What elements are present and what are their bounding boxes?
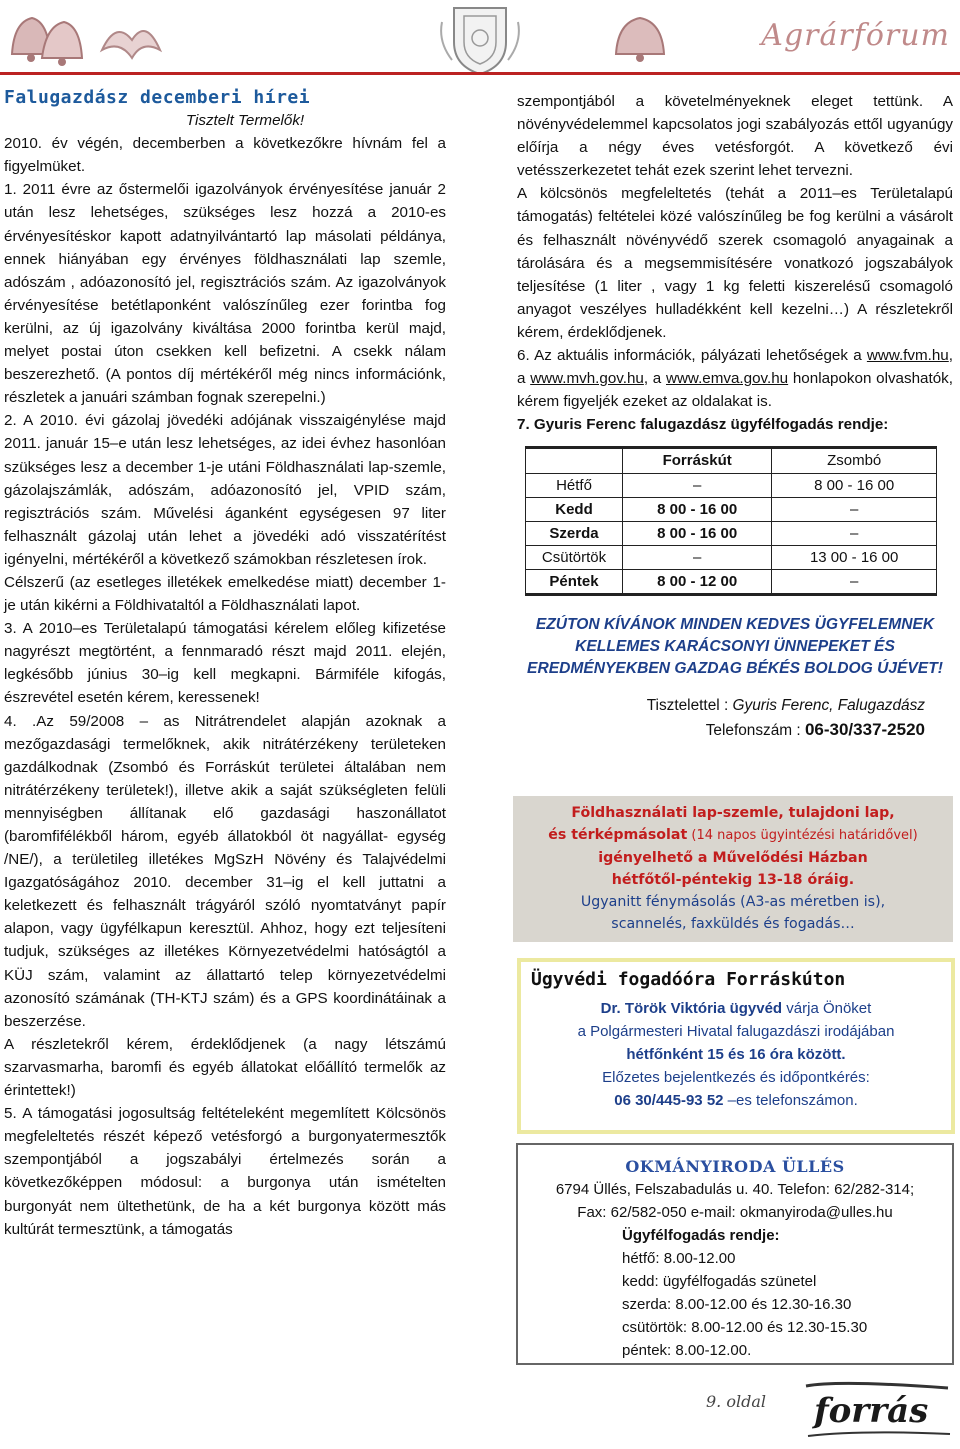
paragraph-2b: Célszerű (az esetleges illetékek emelkedése miatt) december 1-je után kikérni a Földhivataltól a Földhasználati lapot. [4,573,446,615]
header-divider [0,72,960,75]
table-cell: 8 00 - 16 00 [623,497,772,521]
signature-name: Gyuris Ferenc, Falugazdász [732,696,925,714]
wish-line: EZÚTON KÍVÁNOK MINDEN KEDVES ÜGYFELEMNEK [535,615,935,633]
table-header-cell: Forráskút [623,448,772,473]
paragraph-1: 1. 2011 évre az őstermelői igazolványok érvényesítése január 2 után lesz lehetséges, szükséges lesz hozzá a 2010-es érvényesítéskor kapott adatnyilvántartó lap másolati példánya, ennek hiányában egy érvényes földhasználati lap szemle, adószám , adóazonosító jel, regisztrációs szám. Az igazolványok érvényesítése betétlaponként valószínűleg ezer forintba fog kerülni, az új igazolvány kiváltása 2000 forintba kerül majd, melyet postai úton csekken kell befizetni. A csekk nálam beszerezhető. (A pontos díj mértékéről még nincs információnk, részletek a januári számban fognak szerepelni.) [4,181,446,407]
village-crest-icon [434,2,526,78]
lawyer-box [517,958,955,1134]
wish-line: EREDMÉNYEKBEN GAZDAG BÉKÉS BOLDOG ÚJÉVET! [527,659,943,677]
table-row [526,569,937,594]
table-header-cell [526,448,623,473]
link-separator: , a [517,347,953,388]
table-header-cell: Zsombó [772,448,937,473]
paragraph-6-prefix: 6. Az aktuális információk, pályázati lehetőségek a [517,347,862,365]
table-cell-day: Hétfő [526,473,623,497]
table-cell-day: Kedd [526,497,623,521]
table-cell: 8 00 - 16 00 [772,473,937,497]
paragraph-intro: 2010. év végén, decemberben a következőkre hívnám fel a figyelmüket. [4,135,446,176]
box1-line: Földhasználati lap-szemle, tulajdoni lap, [571,805,895,821]
table-cell-day: Szerda [526,521,623,545]
table-cell: – [772,569,937,594]
paragraph-6 [517,344,953,413]
lawyer-line: Előzetes bejelentkezés és időpontkérés: [602,1069,870,1086]
office-hours-line: péntek: 8.00-12.00. [622,1342,752,1359]
page-number: 9. oldal [706,1392,766,1411]
signature-block [517,694,953,743]
right-column [517,90,953,743]
bell-decoration-icon [606,10,676,66]
lawyer-name: Dr. Török Viktória ügyvéd [600,1000,783,1017]
paragraph-6-suffix: honlapokon olvashatók, kérem figyeljék ezeket az oldalakat is. [517,370,953,411]
document-office-box [516,1143,954,1365]
left-column [4,86,446,1241]
link-mvh[interactable]: www.mvh.gov.hu [530,370,644,388]
link-separator: , a [643,370,662,388]
lawyer-phone: 06 30/445-93 52 [614,1092,724,1109]
link-fvm[interactable]: www.fvm.hu [866,347,949,365]
paragraph-4: 4. .Az 59/2008 – as Nitrátrendelet alapján azoknak a mezőgazdasági termelőknek, akik nitrátérzékeny területeken gazdálkodnak (Zsombó és Forráskút területei általában nem nitrátérzékeny területek!), illetve akik a saját szükségleten felüli mennyiségben állítanak elő gazdasági haszonállatot (baromfifélékből három, egyéb állatokból öt nagyállat- egység /NE/), a területileg illetékes MgSzH Növény és Talajvédelmi Igazgatóságához 2010. december 31–ig el kell juttatni a keletkezett és felhasznált trágyáról szóló nyomtatványt papír alapon, vagy ügyfélkapun keresztül. Ahhoz, hogy ezt teljesíteni tudjuk, szükséges az illetékes Környezetvédelmi hatóságtól a KÜJ szám, valamint az állattartó telep környezetvédelmi azonosító számának (TH-KTJ szám) és a GPS koordinátáinak a beszerzése. [4,712,446,1030]
office-hours-line: csütörtök: 8.00-12.00 és 12.30-15.30 [622,1319,868,1336]
table-cell: 8 00 - 12 00 [623,569,772,594]
phone-label: Telefonszám : [705,721,805,739]
office-hours-table [525,446,937,596]
box1-line: Ugyanitt fénymásolás (A3-as méretben is), [580,894,886,910]
table-cell-day: Csütörtök [526,545,623,569]
phone-number: 06-30/337-2520 [804,719,925,739]
land-registry-box [513,796,953,942]
office-hours-title: Ügyfélfogadás rendje: [622,1227,780,1244]
table-row [526,497,937,521]
table-cell-day: Péntek [526,569,623,594]
lawyer-line-text: várja Önöket [782,1000,872,1017]
office-hours-line: kedd: ügyfélfogadás szünetel [622,1273,817,1290]
paragraph-2: 2. A 2010. évi gázolaj jövedéki adójának visszaigénylése majd 2011. január 15–e után lesz lehetséges, az idei évhez hasonlóan szükséges lesz a december 1-je utáni Földhasználati lap-szemle, gázolajszámlák, adószám, adóazonosító jel, VPID szám, regisztrációs szám. Művelési áganként egységesen 97 liter felhasznált gázolaj után lehet a jövedéki adó visszatérítést igényelni, mértékéről a következő számokban részletesen írok. [4,412,446,568]
holly-decoration-icon [96,10,166,66]
signature-line [517,694,925,718]
wish-line: KELLEMES KARÁCSONYI ÜNNEPEKET ÉS [575,637,895,655]
paragraph-7: 7. Gyuris Ferenc falugazdász ügyfélfogadás rendje: [517,416,889,434]
news-title: Falugazdász decemberi hírei [4,87,311,108]
bells-decoration-icon [4,8,90,68]
paragraph-4b: A részletekről kérem, érdeklődjenek (a nagy létszámú szarvasmarha, baromfi és egyéb állatokat előállító termelők az érintettek!) [4,1035,446,1100]
table-cell: 13 00 - 16 00 [772,545,937,569]
box1-line: igényelhető a Művelődési Házban [598,850,868,866]
holiday-wishes [517,614,953,680]
forras-logo-icon [800,1378,954,1440]
table-header-row [526,448,937,473]
table-row [526,473,937,497]
greeting: Tisztelt Termelők! [185,112,305,130]
box1-line: scannelés, faxküldés és fogadás… [611,916,855,932]
office-hours-line: hétfő: 8.00-12.00 [622,1250,736,1267]
logo-text: forrás [814,1391,929,1431]
table-cell: – [623,473,772,497]
office-address: 6794 Üllés, Felszabadulás u. 40. Telefon: 62/282-314; [555,1181,915,1198]
lawyer-line [521,997,951,1020]
office-title: OKMÁNYIRODA ÜLLÉS [625,1157,845,1176]
link-emva[interactable]: www.emva.gov.hu [666,370,789,388]
paragraph-5-cont: szempontjából a követelményeknek eleget tettünk. A növényvédelemmel kapcsolatos jogi szabályozás ettől ugyanúgy előírja a négy éves vetésforgót. A következő évi vetésszerkezetet tehát ezek szerint lehet tervezni. [517,93,953,180]
box1-line-note: (14 napos ügyintézési határidővel) [687,828,918,843]
table-cell: – [623,545,772,569]
paragraph-3: 3. A 2010–es Területalapú támogatási kérelem előleg kifizetése nagyrészt megtörtént, a fennmaradó részt majd 2011. elején, legkésőbb június 30–ig kell megkapni. Bármiféle kifogás, észrevétel esetén kérem, keressenek! [4,620,446,707]
brand-title: Agrárfórum [761,18,950,53]
office-hours-line: szerda: 8.00-12.00 és 12.30-16.30 [622,1296,852,1313]
phone-line [517,718,925,743]
lawyer-line [521,1089,951,1112]
box1-line-bold: és térképmásolat [548,827,688,843]
table-row [526,545,937,569]
lawyer-line: a Polgármesteri Hivatal falugazdászi irodájában [577,1023,895,1040]
paragraph-cross-compliance: A kölcsönös megfeleltetés (tehát a 2011–es Területalapú támogatás) feltételei közé valószínűleg be fog kerülni a vásárolt és felhasznált növényvédő szerek csomagoló anyagainak a tárolására és a megsemmisítésére vonatkozó jogszabályok teljesítése (1 liter , vagy 1 kg feletti kiszerelésű csomagoló anyagot veszélyes hulladékként kell kezelni…) A részletekről kérem, érdeklődjenek. [517,185,953,341]
lawyer-phone-suffix: –es telefonszámon. [723,1092,858,1109]
page-header [0,0,960,82]
office-contact: Fax: 62/582-050 e-mail: okmanyiroda@ulles.hu [577,1204,893,1221]
paragraph-5: 5. A támogatási jogosultság feltételeként megemlített Kölcsönös megfeleltetés részét képező vetésforgó a burgonyatermesztők szempontjából a jogszabályi értelmezés során a következőképpen módosul: a burgonya után ismételten burgonyát nem ültethetünk, de ha a két burgonya között más kultúrát termesztünk, a támogatás [4,1105,446,1238]
signature-prefix: Tisztelettel : [646,696,733,714]
table-row [526,521,937,545]
lawyer-title: Ügyvédi fogadóóra Forráskúton [531,969,846,990]
box1-line [513,824,953,847]
table-cell: – [772,521,937,545]
box1-line: hétfőtől-péntekig 13-18 óráig. [611,872,855,888]
table-cell: 8 00 - 16 00 [623,521,772,545]
table-cell: – [772,497,937,521]
lawyer-line: hétfőnként 15 és 16 óra között. [626,1046,846,1063]
